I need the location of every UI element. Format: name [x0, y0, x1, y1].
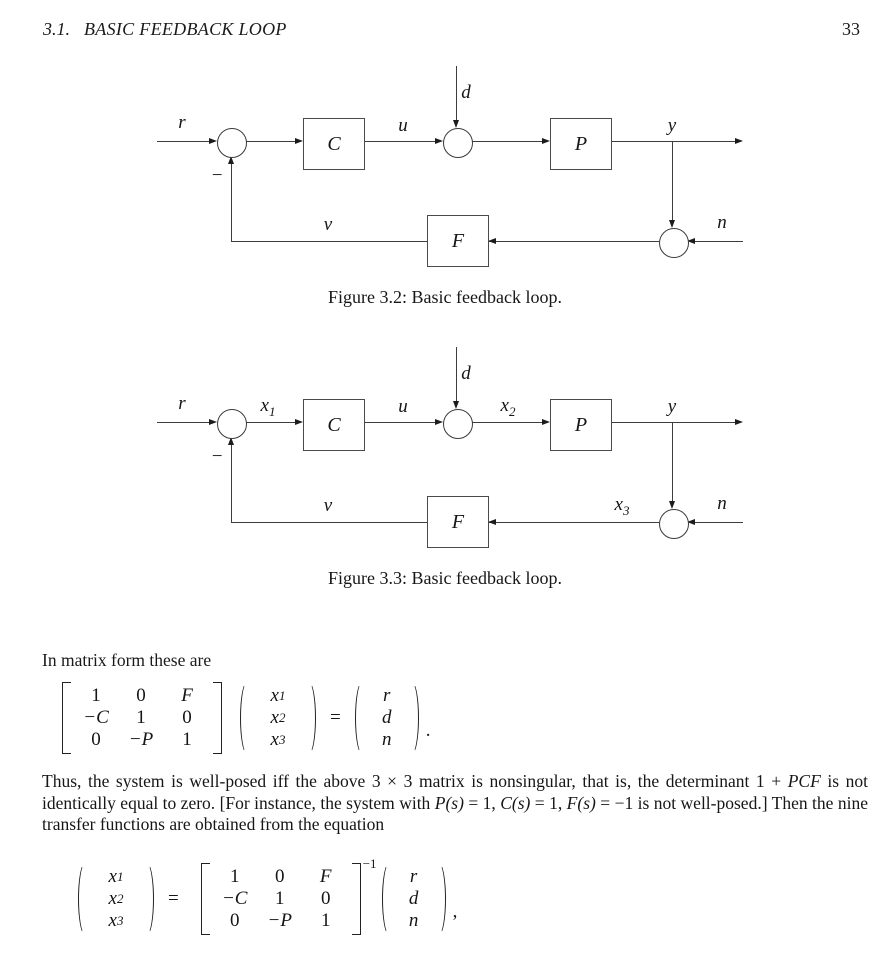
inverse-exponent: −1 — [362, 856, 377, 871]
vector-cell: n — [381, 729, 392, 750]
matrix-cell: −P — [267, 910, 292, 931]
sensor-block: F — [427, 496, 489, 548]
signal-label-x2: $x_2$ — [500, 395, 516, 419]
signal-label-v: v — [323, 495, 333, 516]
summing-junction-1 — [217, 128, 247, 158]
line-noise-input — [695, 522, 743, 523]
arrowhead-into-sum2 — [435, 138, 443, 144]
vector-cell: x 2 — [108, 888, 124, 909]
line-output-tap-down — [672, 142, 673, 221]
input-vector — [382, 863, 446, 935]
page-number: 33 — [842, 19, 860, 39]
equation-comma: , — [452, 901, 458, 922]
equals-sign: = — [168, 888, 179, 909]
arrowhead-into-sum1 — [209, 138, 217, 144]
matrix-cell: −C — [221, 888, 248, 909]
minus-sign: − — [210, 446, 224, 467]
line-noise-input — [695, 241, 743, 242]
matrix-cell: 0 — [229, 910, 240, 931]
paragraph-text: = 1, — [463, 792, 501, 813]
plant-block: P — [550, 399, 612, 451]
arrowhead-output-tap-down — [669, 220, 675, 228]
signal-label-r: r — [178, 112, 186, 133]
right-bracket — [213, 682, 222, 754]
sensor-block: F — [427, 215, 489, 267]
signal-label-n: n — [717, 212, 727, 233]
right-paren — [405, 682, 419, 754]
page-header — [43, 19, 860, 40]
signal-label-v: v — [323, 214, 333, 235]
equation-period: . — [425, 720, 431, 741]
controller-block: C — [303, 118, 365, 170]
arrowhead-into-plant — [542, 419, 550, 425]
vector-cell: x 2 — [270, 707, 286, 728]
line-sum1-to-controller — [245, 141, 296, 142]
right-paren — [140, 863, 154, 935]
signal-label-r: r — [178, 393, 186, 414]
matrix-cell: 1 — [136, 707, 146, 728]
line-plant-output — [611, 422, 736, 423]
summing-junction-3 — [659, 509, 689, 539]
line-reference-input — [157, 422, 210, 423]
vector-cell: r — [409, 866, 418, 887]
line-output-tap-down — [672, 423, 673, 502]
section-number: 3.1. — [43, 19, 70, 39]
line-feedback-vertical — [231, 163, 232, 242]
arrowhead-into-controller — [295, 419, 303, 425]
matrix-intro-text: In matrix form these are — [42, 650, 212, 670]
signal-label-d: d — [461, 363, 471, 384]
matrix-cell: −P — [128, 729, 154, 750]
right-bracket — [352, 863, 361, 935]
matrix-equation-1 — [62, 682, 430, 754]
arrowhead-into-plant — [542, 138, 550, 144]
coefficient-matrix — [62, 682, 222, 754]
left-bracket — [62, 682, 71, 754]
vector-cell: x 3 — [270, 729, 286, 750]
controller-block: C — [303, 399, 365, 451]
body-paragraph — [42, 771, 868, 836]
matrix-cell: 0 — [274, 866, 285, 887]
arrowhead-into-sum1 — [209, 419, 217, 425]
arrowhead-into-sensor — [488, 519, 496, 525]
section-title: BASIC FEEDBACK LOOP — [84, 19, 287, 39]
input-vector — [355, 682, 419, 754]
state-vector — [78, 863, 154, 935]
arrowhead-into-controller — [295, 138, 303, 144]
arrowhead-disturbance-down — [453, 401, 459, 409]
arrowhead-disturbance-down — [453, 120, 459, 128]
section-heading — [43, 19, 287, 40]
figure-3-3-caption: Figure 3.3: Basic feedback loop. — [328, 568, 562, 588]
signal-label-y: y — [667, 115, 677, 136]
matrix-cell: 0 — [320, 888, 331, 909]
signal-label-d: d — [461, 82, 471, 103]
matrix-equation-2 — [78, 856, 458, 935]
equals-sign: = — [330, 707, 341, 728]
state-vector — [240, 682, 316, 754]
math-inline: C(s) — [500, 792, 531, 813]
arrowhead-into-sensor — [488, 238, 496, 244]
paragraph-text: = −1 is not well-posed.] Then the nine transfer functions are obtained from the equation — [42, 792, 868, 834]
math-inline: P(s) — [434, 792, 464, 813]
left-paren — [78, 863, 92, 935]
signal-label-n: n — [717, 493, 727, 514]
matrix-cell: 0 — [182, 707, 192, 728]
line-sum2-to-plant — [471, 141, 543, 142]
matrix-cell: 1 — [274, 888, 285, 909]
signal-label-u: u — [398, 396, 408, 417]
left-paren — [240, 682, 254, 754]
right-paren — [302, 682, 316, 754]
matrix-cell: 1 — [229, 866, 240, 887]
line-disturbance-input — [456, 66, 457, 121]
matrix-cell: 0 — [136, 685, 146, 706]
line-reference-input — [157, 141, 210, 142]
left-paren — [355, 682, 369, 754]
math-inline: F(s) — [566, 792, 596, 813]
summing-junction-2 — [443, 409, 473, 439]
signal-label-x3: $x_3$ — [614, 494, 630, 518]
vector-cell: r — [383, 685, 391, 706]
line-controller-to-sum2 — [364, 141, 436, 142]
left-bracket — [201, 863, 210, 935]
line-sum2-to-plant — [471, 422, 543, 423]
vector-cell: d — [381, 707, 392, 728]
coefficient-matrix — [201, 863, 361, 935]
paragraph-text: = 1, — [530, 792, 567, 813]
matrix-cell: 1 — [182, 729, 192, 750]
figure-3-2-caption: Figure 3.2: Basic feedback loop. — [328, 287, 562, 307]
summing-junction-2 — [443, 128, 473, 158]
signal-label-y: y — [667, 396, 677, 417]
paragraph-text: is not identically equal to zero. [For instance, the system with — [42, 771, 868, 813]
arrowhead-into-sum2 — [435, 419, 443, 425]
vector-cell: x 1 — [108, 866, 124, 887]
line-sum1-to-controller — [245, 422, 296, 423]
line-disturbance-input — [456, 347, 457, 402]
vector-cell: x 3 — [108, 910, 124, 931]
vector-cell: n — [408, 910, 419, 931]
summing-junction-3 — [659, 228, 689, 258]
vector-cell: x 1 — [270, 685, 286, 706]
matrix-cell: 0 — [91, 729, 101, 750]
line-plant-output — [611, 141, 736, 142]
paragraph-text: Thus, the system is well-posed iff the above 3 × 3 matrix is nonsingular, that is, the determinant 1 + — [42, 771, 788, 791]
matrix-cell: F — [181, 685, 193, 706]
matrix-cell: −C — [83, 707, 109, 728]
arrowhead-output — [735, 138, 743, 144]
plant-block: P — [550, 118, 612, 170]
right-paren — [432, 863, 446, 935]
left-paren — [382, 863, 396, 935]
matrix-cell: 1 — [91, 685, 101, 706]
signal-label-u: u — [398, 115, 408, 136]
summing-junction-1 — [217, 409, 247, 439]
vector-cell: d — [408, 888, 419, 909]
arrowhead-output — [735, 419, 743, 425]
signal-label-x1: $x_1$ — [260, 395, 276, 419]
matrix-cell: F — [319, 866, 332, 887]
line-controller-to-sum2 — [364, 422, 436, 423]
minus-sign: − — [210, 165, 224, 186]
line-feedback-vertical — [231, 444, 232, 523]
matrix-cell: 1 — [320, 910, 331, 931]
math-inline: PCF — [787, 771, 821, 791]
arrowhead-output-tap-down — [669, 501, 675, 509]
